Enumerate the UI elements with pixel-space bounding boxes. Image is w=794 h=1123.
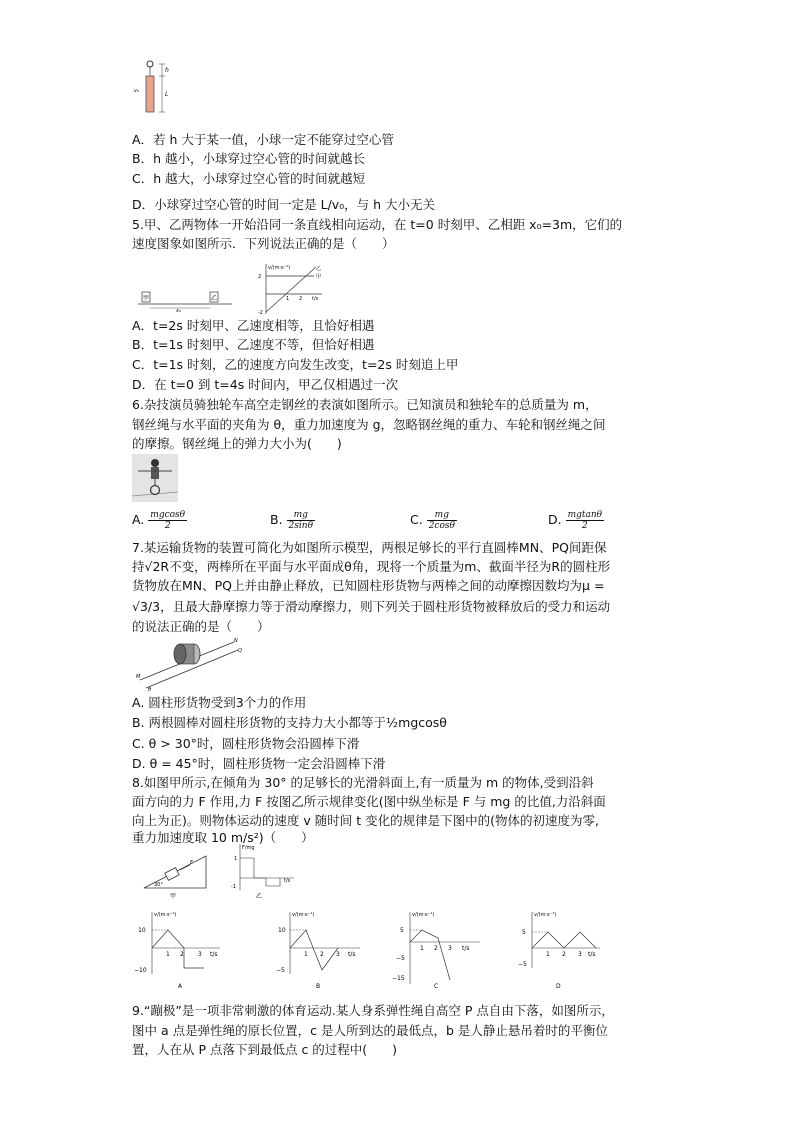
svg-text:−5: −5 <box>518 961 527 968</box>
svg-text:30°: 30° <box>154 882 163 888</box>
q8-graph-c-label: C <box>434 983 439 990</box>
q6-option-c <box>410 510 457 531</box>
q6-stem-line3: 的摩擦。钢丝绳上的弹力大小为( ) <box>132 436 342 451</box>
q8-stem-line1: 8.如图甲所示,在倾角为 30° 的足够长的光滑斜面上,有一质量为 m 的物体,受到沿斜 <box>132 775 594 790</box>
q6-option-d <box>548 510 604 531</box>
svg-text:v/(m·s⁻¹): v/(m·s⁻¹) <box>292 912 315 918</box>
svg-text:3: 3 <box>336 951 340 958</box>
q5-stem-line1: 5.甲、乙两物体一开始沿同一条直线相向运动，在 t=0 时刻甲、乙相距 x₀=3m，它们的 <box>132 217 623 232</box>
svg-text:1: 1 <box>546 951 550 958</box>
svg-text:L: L <box>165 91 169 98</box>
q8-force-graph <box>228 842 298 900</box>
svg-text:v/(m·s⁻¹): v/(m·s⁻¹) <box>412 912 435 918</box>
svg-text:t/s: t/s <box>210 951 218 958</box>
q4-option-d: D．小球穿过空心管的时间一定是 L/v₀，与 h 大小无关 <box>132 197 436 212</box>
q7-stem-line4: √3/3，且最大静摩擦力等于滑动摩擦力，则下列关于圆柱形货物被释放后的受力和运动 <box>132 599 611 614</box>
q6-option-a-label: A. <box>132 512 145 527</box>
svg-text:甲: 甲 <box>316 274 322 280</box>
q6-option-a-numerator: mgcosθ <box>150 510 186 520</box>
svg-text:t/s: t/s <box>462 945 470 952</box>
q6-option-b-numerator: mg <box>287 510 315 521</box>
svg-text:1: 1 <box>420 945 424 952</box>
q6-option-a <box>132 510 187 531</box>
svg-text:2: 2 <box>562 951 566 958</box>
q6-option-c-numerator: mg <box>427 510 457 521</box>
svg-text:-2: -2 <box>258 310 263 316</box>
q6-option-c-denominator: 2cosθ <box>428 521 455 531</box>
q5-option-c: C．t=1s 时刻，乙的速度方向发生改变，t=2s 时刻追上甲 <box>132 357 459 372</box>
svg-text:t/s: t/s <box>312 296 319 302</box>
svg-text:v/(m·s⁻¹): v/(m·s⁻¹) <box>154 912 177 918</box>
q8-stem-line4: 重力加速度取 10 m/s²)（ ） <box>132 830 314 845</box>
q8-incline-figure <box>140 852 210 900</box>
q8-graph-d <box>512 908 602 990</box>
q4-option-a: A．若 h 大于某一值，小球一定不能穿过空心管 <box>132 132 394 147</box>
svg-text:3: 3 <box>198 951 202 958</box>
q8-graph-b-label: B <box>316 983 321 990</box>
svg-text:v₀: v₀ <box>134 88 139 94</box>
svg-text:v/(m·s⁻¹): v/(m·s⁻¹) <box>268 265 291 271</box>
q7-stem-line2: 持√2R不变，两棒所在平面与水平面成θ角，现将一个质量为m、截面半径为R的圆柱形 <box>132 559 611 574</box>
q6-option-a-denominator: 2 <box>164 521 171 531</box>
q7-option-d: D. θ = 45°时，圆柱形货物一定会沿圆棒下滑 <box>132 756 386 771</box>
svg-text:N: N <box>234 638 238 644</box>
svg-text:乙: 乙 <box>316 266 322 272</box>
q8-graph-d-label: D <box>556 983 561 990</box>
svg-text:2: 2 <box>180 951 184 958</box>
svg-text:t/s: t/s <box>284 878 291 884</box>
q6-option-c-label: C. <box>410 512 423 527</box>
svg-text:1: 1 <box>234 856 238 862</box>
svg-text:t/s: t/s <box>348 951 356 958</box>
svg-text:甲: 甲 <box>143 295 150 302</box>
svg-text:5: 5 <box>400 927 404 934</box>
svg-text:2: 2 <box>320 951 324 958</box>
q9-stem-line3: 置，人在从 P 点落下到最低点 c 的过程中( ) <box>132 1042 398 1057</box>
q4-option-b: B．h 越小，小球穿过空心管的时间就越长 <box>132 151 365 166</box>
q9-stem-line2: 图中 a 点是弹性绳的原长位置，c 是人所到达的最低点，b 是人静止悬吊着时的平衡位 <box>132 1023 608 1038</box>
svg-text:1: 1 <box>304 951 308 958</box>
q7-option-c: C. θ > 30°时，圆柱形货物会沿圆棒下滑 <box>132 736 360 751</box>
svg-text:2: 2 <box>434 945 438 952</box>
q6-option-b <box>270 510 315 531</box>
svg-text:−15: −15 <box>392 975 405 982</box>
q7-rods-figure <box>134 636 244 692</box>
svg-text:−10: −10 <box>134 967 147 974</box>
q6-stem-line2: 钢丝绳与水平面的夹角为 θ，重力加速度为 g，忽略钢丝绳的重力、车轮和钢丝绳之间 <box>132 417 606 432</box>
q8-stem-line3: 向上为正)。则物体运动的速度 v 随时间 t 变化的规律是下图中的(物体的初速度为零, <box>132 813 599 828</box>
q8-graph-a-label: A <box>178 983 183 990</box>
svg-text:3: 3 <box>448 945 452 952</box>
svg-text:M: M <box>136 674 141 680</box>
q7-stem-line5: 的说法正确的是（ ） <box>132 619 270 634</box>
svg-text:x₀: x₀ <box>176 308 181 312</box>
q8-graph-c <box>392 908 482 990</box>
q5-option-a: A．t=2s 时刻甲、乙速度相等，且恰好相遇 <box>132 318 375 333</box>
q8-fig-label-jia: 甲 <box>170 893 177 900</box>
q9-stem-line1: 9.“蹦极”是一项非常刺激的体育运动.某人身系弹性绳自高空 P 点自由下落，如图所示， <box>132 1003 614 1018</box>
q5-position-figure <box>136 282 236 312</box>
svg-text:2: 2 <box>299 296 303 302</box>
svg-text:5: 5 <box>522 929 526 936</box>
svg-text:h: h <box>165 67 169 74</box>
q7-option-a: A. 圆柱形货物受到3个力的作用 <box>132 695 307 710</box>
q8-stem-line2: 面方向的力 F 作用,力 F 按图乙所示规律变化(图中纵坐标是 F 与 mg 的比值,力沿斜面 <box>132 794 606 809</box>
q5-velocity-graph <box>254 262 334 317</box>
q6-option-b-denominator: 2sinθ <box>288 521 313 531</box>
q6-unicycle-photo <box>132 454 178 502</box>
q7-stem-line1: 7.某运输货物的装置可简化为如图所示模型，两根足够长的平行直圆棒MN、PQ间距保 <box>132 540 607 555</box>
q8-graph-a <box>132 908 222 990</box>
svg-text:-1: -1 <box>231 884 236 890</box>
svg-text:10: 10 <box>138 927 146 934</box>
q8-fig-label-yi: 乙 <box>256 893 263 900</box>
svg-text:t/s: t/s <box>588 951 596 958</box>
svg-text:−5: −5 <box>276 967 285 974</box>
svg-text:3: 3 <box>578 951 582 958</box>
q6-option-d-label: D. <box>548 512 562 527</box>
q5-option-b: B．t=1s 时刻甲、乙速度不等，但恰好相遇 <box>132 337 375 352</box>
q5-stem-line2: 速度图象如图所示．下列说法正确的是（ ） <box>132 236 395 251</box>
q4-option-c: C．h 越大，小球穿过空心管的时间就越短 <box>132 171 366 186</box>
svg-text:θ: θ <box>148 687 152 692</box>
q6-option-d-denominator: 2 <box>581 521 588 531</box>
q6-option-d-numerator: mgtanθ <box>567 510 603 520</box>
svg-text:乙: 乙 <box>211 295 218 302</box>
q5-option-d: D．在 t=0 到 t=4s 时间内，甲乙仅相遇过一次 <box>132 377 399 392</box>
svg-text:F/mg: F/mg <box>242 845 255 851</box>
svg-text:2: 2 <box>258 274 262 280</box>
q8-graph-b <box>272 908 362 990</box>
q7-option-b: B. 两根圆棒对圆柱形货物的支持力大小都等于½mgcosθ <box>132 715 447 730</box>
svg-text:−5: −5 <box>396 955 405 962</box>
svg-text:F: F <box>190 860 193 866</box>
svg-text:Q: Q <box>238 648 242 654</box>
svg-text:1: 1 <box>286 296 290 302</box>
svg-text:1: 1 <box>166 951 170 958</box>
q6-stem-line1: 6.杂技演员骑独轮车高空走钢丝的表演如图所示。已知演员和独轮车的总质量为 m， <box>132 397 598 412</box>
q4-tube-figure <box>132 58 192 118</box>
q7-stem-line3: 货物放在MN、PQ上并由静止释放，已知圆柱形货物与两棒之间的动摩擦因数均为μ = <box>132 578 605 593</box>
q6-option-b-label: B. <box>270 512 283 527</box>
svg-text:v/(m·s⁻¹): v/(m·s⁻¹) <box>534 912 557 918</box>
svg-text:10: 10 <box>278 927 286 934</box>
